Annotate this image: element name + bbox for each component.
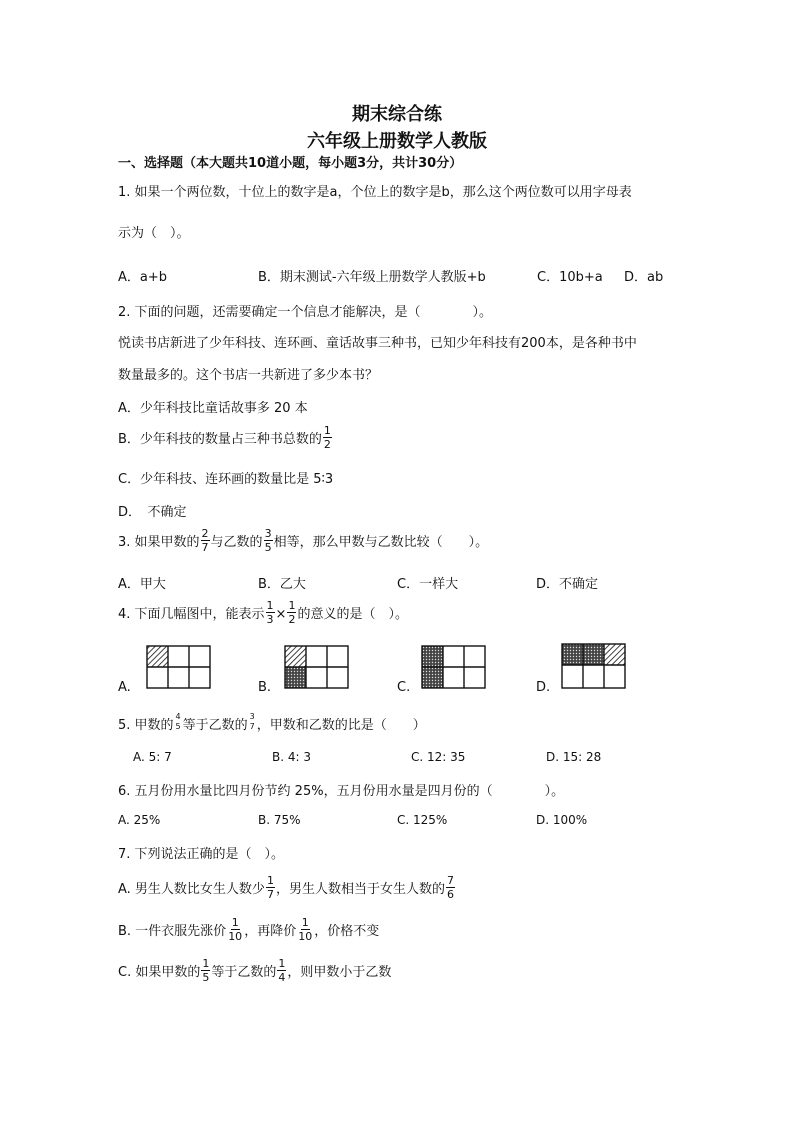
q3-option-d: D．不确定: [536, 577, 599, 592]
q5-option-a: A. 5: 7: [133, 750, 172, 764]
fraction-numerator: 3: [264, 527, 272, 540]
q2-option-b-fraction: [323, 425, 332, 450]
q5-fraction-1: [175, 713, 182, 731]
fraction-denominator: 7: [201, 541, 209, 554]
q3-fraction-1: [201, 528, 210, 553]
q1-option-c: C．10b+a: [537, 270, 603, 285]
q6-option-c: C. 125%: [397, 813, 448, 827]
q5-option-d: D. 15: 28: [546, 750, 602, 764]
q3-option-c: C．一样大: [397, 577, 459, 592]
q4-figure-c: [422, 646, 485, 688]
q4-fraction-2: [287, 600, 296, 625]
q5-stem-pre: 5. 甲数的: [118, 718, 174, 733]
q4-times-sign: ×: [275, 607, 287, 622]
q7-b-pre: B. 一件衣服先涨价: [118, 924, 227, 939]
q4-stem-post: 的意义的是（ ）。: [297, 607, 408, 622]
q1-stem-line1: 1. 如果一个两位数，十位上的数字是a，个位上的数字是b，那么这个两位数可以用字母表: [118, 185, 632, 200]
q4-label-d: D.: [536, 680, 551, 695]
q7-c-fraction-1: [201, 958, 210, 983]
q2-stem: 2. 下面的问题，还需要确定一个信息才能解决，是（ ）。: [118, 305, 493, 320]
fraction-numerator: 1: [266, 874, 274, 887]
fraction-numerator: 1: [301, 916, 309, 929]
q4-label-a: A.: [118, 680, 131, 695]
q2-passage-line2: 数量最多的。这个书店一共新进了多少本书？: [118, 368, 379, 383]
q5-stem-post: ，甲数和乙数的比是（ ）: [256, 718, 426, 733]
q4-figure-d: [562, 644, 625, 688]
q7-b-fraction-2: [297, 917, 313, 942]
q1-option-d: D．ab: [624, 270, 664, 285]
q7-c-post: ，则甲数小于乙数: [287, 965, 392, 980]
q7-option-a: [118, 874, 456, 902]
q3-stem-post: 相等，那么甲数与乙数比较（ ）。: [273, 535, 489, 550]
q5-option-b: B. 4: 3: [272, 750, 311, 764]
q2-option-d: D． 不确定: [118, 505, 187, 520]
q4-figure-b: [285, 646, 348, 688]
q2-option-a: A．少年科技比童话故事多 20 本: [118, 401, 308, 416]
q6-option-a: A. 25%: [118, 813, 161, 827]
q4-label-c: C.: [397, 680, 411, 695]
q3-option-a: A．甲大: [118, 577, 166, 592]
q6-stem: 6. 五月份用水量比四月份节约 25%，五月份用水量是四月份的（ ）。: [118, 784, 565, 799]
q7-b-post: ，价格不变: [314, 924, 380, 939]
page-title: 期末综合练: [352, 104, 442, 125]
q3-fraction-2: [264, 528, 273, 553]
q3-stem-mid: 与乙数的: [210, 535, 263, 550]
fraction-denominator: 4: [278, 971, 286, 984]
q4-figures: [110, 640, 650, 700]
q4-stem-pre: 4. 下面几幅图中，能表示: [118, 607, 265, 622]
q6-option-d: D. 100%: [536, 813, 588, 827]
fraction-numerator: 1: [231, 916, 239, 929]
fraction-numerator: 3: [249, 711, 255, 721]
q4-stem: [118, 599, 408, 627]
q1-option-a: A．a+b: [118, 270, 168, 285]
fraction-denominator: 2: [288, 613, 296, 626]
fraction-denominator: 3: [266, 613, 274, 626]
q7-c-mid: 等于乙数的: [211, 965, 277, 980]
q3-option-b: B．乙大: [258, 577, 306, 592]
q5-stem: [118, 711, 426, 735]
fraction-numerator: 1: [278, 957, 286, 970]
page-subtitle: 六年级上册数学人教版: [307, 131, 487, 152]
q1-stem-line2: 示为（ ）。: [118, 226, 190, 241]
q2-option-c: C．少年科技、连环画的数量比是 5∶3: [118, 472, 334, 487]
q7-option-b: [118, 916, 380, 944]
q1-option-b: B．期末测试-六年级上册数学人教版+b: [258, 270, 486, 285]
fraction-denominator: 5: [202, 971, 210, 984]
q7-c-fraction-2: [277, 958, 286, 983]
fraction-denominator: 5: [264, 541, 272, 554]
q4-fraction-1: [266, 600, 275, 625]
q4-figure-a: [147, 646, 210, 688]
fraction-numerator: 1: [288, 599, 296, 612]
q3-stem: [118, 527, 489, 555]
q7-a-mid: ，男生人数相当于女生人数的: [275, 882, 445, 897]
q6-option-b: B. 75%: [258, 813, 301, 827]
fraction-numerator: 1: [266, 599, 274, 612]
fraction-numerator: 1: [323, 424, 331, 437]
q5-fraction-2: [249, 713, 256, 731]
fraction-denominator: 7: [249, 721, 255, 731]
fraction-numerator: 1: [202, 957, 210, 970]
q7-a-fraction-1: [266, 875, 275, 900]
fraction-denominator: 6: [446, 888, 454, 901]
fraction-denominator: 2: [323, 438, 331, 451]
q5-stem-mid: 等于乙数的: [182, 718, 248, 733]
q2-passage-line1: 悦读书店新进了少年科技、连环画、童话故事三种书，已知少年科技有200本，是各种书中: [118, 336, 637, 351]
fraction-numerator: 2: [201, 527, 209, 540]
q7-b-mid: ，再降价: [244, 924, 297, 939]
q7-stem: 7. 下列说法正确的是（ ）。: [118, 847, 285, 862]
fraction-numerator: 4: [175, 711, 181, 721]
q2-option-b: [118, 424, 333, 452]
q3-stem-pre: 3. 如果甲数的: [118, 535, 200, 550]
fraction-denominator: 5: [175, 721, 181, 731]
fraction-denominator: 10: [228, 930, 243, 943]
q7-b-fraction-1: [227, 917, 243, 942]
fraction-denominator: 7: [266, 888, 274, 901]
q7-a-fraction-2: [446, 875, 455, 900]
q7-a-pre: A. 男生人数比女生人数少: [118, 882, 265, 897]
q7-c-pre: C. 如果甲数的: [118, 965, 201, 980]
q2-option-b-text: B．少年科技的数量占三种书总数的: [118, 432, 322, 447]
fraction-denominator: 10: [298, 930, 313, 943]
section-header: 一、选择题（本大题共10道小题，每小题3分，共计30分）: [118, 156, 463, 171]
fraction-numerator: 7: [446, 874, 454, 887]
q4-label-b: B.: [258, 680, 272, 695]
q5-option-c: C. 12: 35: [411, 750, 466, 764]
q7-option-c: [118, 957, 392, 985]
